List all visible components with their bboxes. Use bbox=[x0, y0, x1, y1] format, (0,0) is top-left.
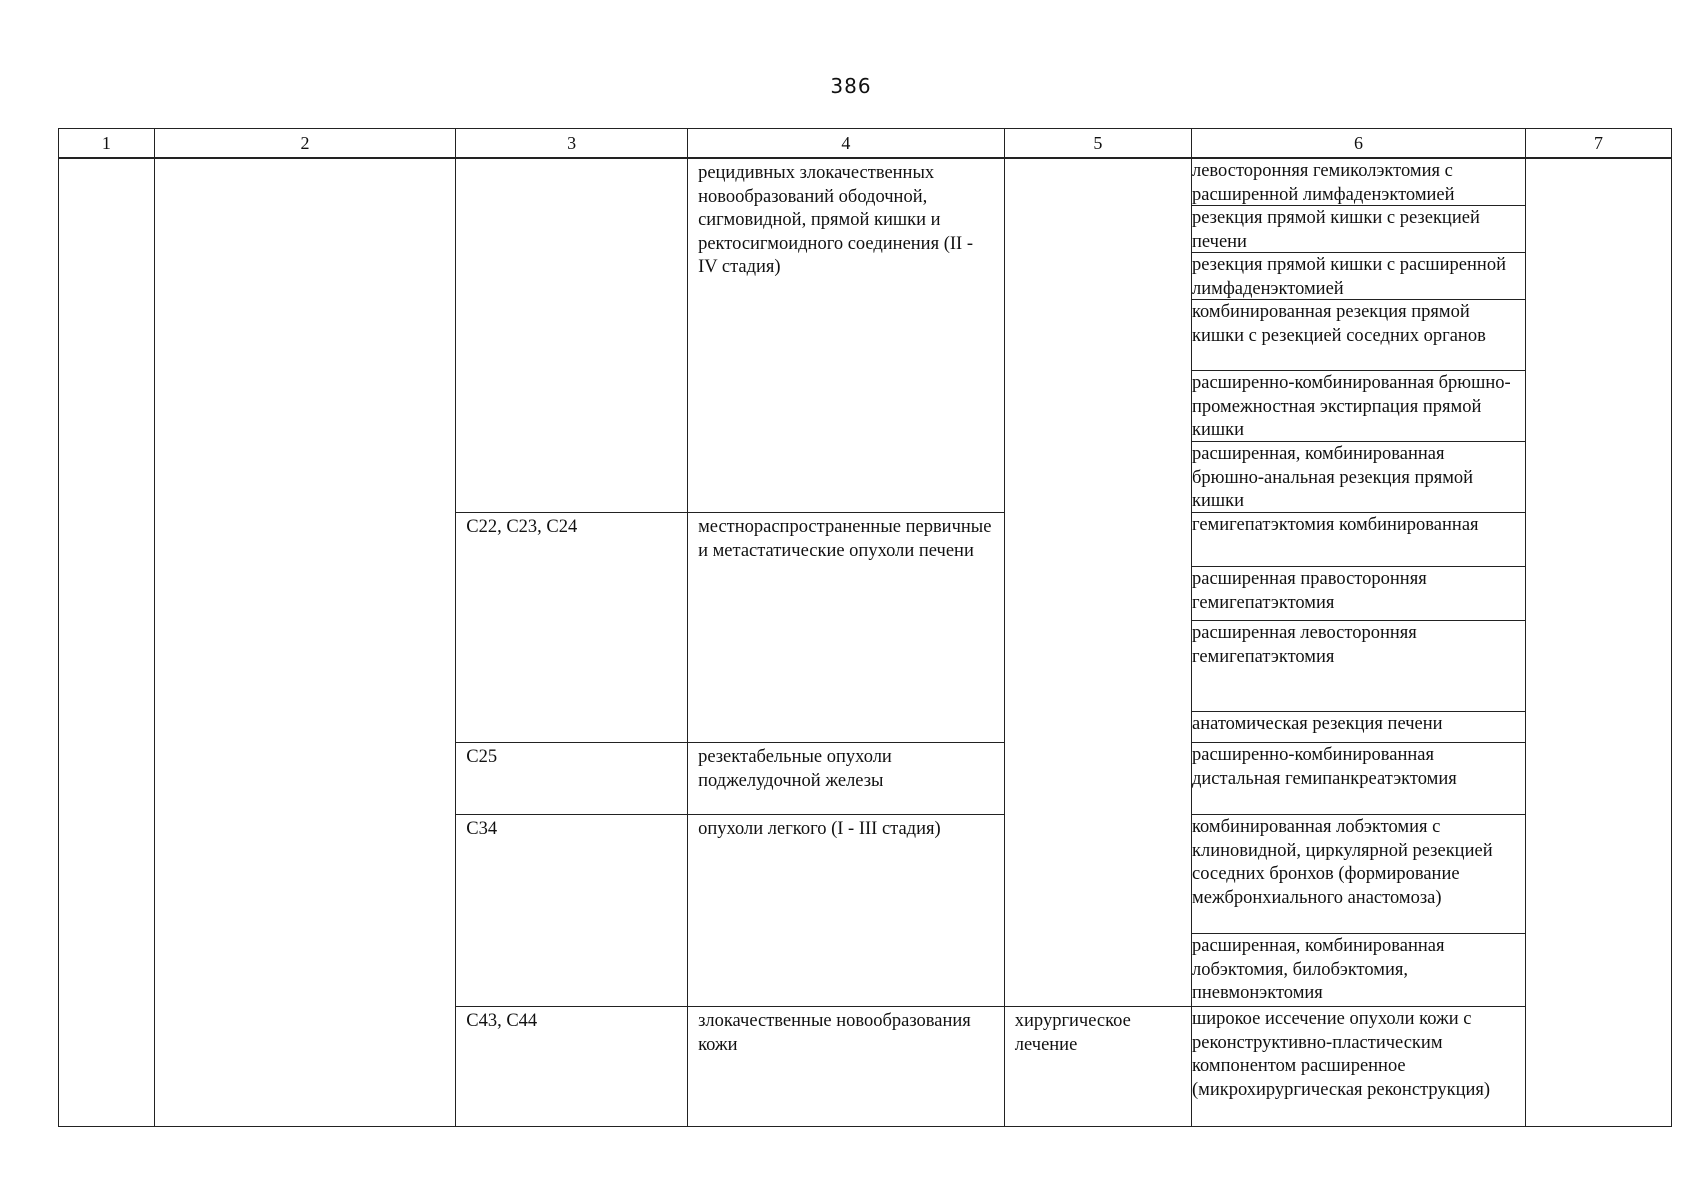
procedures-cell bbox=[1191, 513, 1525, 743]
column-header: 5 bbox=[1004, 129, 1191, 159]
col7-cell bbox=[1526, 158, 1672, 1127]
procedures-cell bbox=[1191, 1007, 1525, 1127]
column-header: 3 bbox=[456, 129, 688, 159]
codes-cell: C25 bbox=[456, 743, 688, 815]
diagnosis-cell: рецидивных злокачественных новообразований ободочной, сигмовидной, прямой кишки и ректосигмоидного соединения (II - IV стадия) bbox=[688, 158, 1005, 513]
column-header: 1 bbox=[59, 129, 155, 159]
column-header: 7 bbox=[1526, 129, 1672, 159]
column-header: 6 bbox=[1191, 129, 1525, 159]
diagnosis-cell: резектабельные опухоли поджелудочной железы bbox=[688, 743, 1005, 815]
procedure-item: расширенно-комбинированная брюшно-промежностная экстирпация прямой кишки bbox=[1192, 371, 1525, 442]
procedure-item: гемигепатэктомия комбинированная bbox=[1192, 513, 1525, 567]
diagnosis-cell: опухоли легкого (I - III стадия) bbox=[688, 815, 1005, 1007]
column-header: 4 bbox=[688, 129, 1005, 159]
medical-procedures-table bbox=[58, 128, 1672, 1127]
column-header: 2 bbox=[154, 129, 455, 159]
procedure-item: расширенно-комбинированная дистальная гемипанкреатэктомия bbox=[1191, 745, 1457, 789]
codes-cell: C22, C23, C24 bbox=[456, 513, 688, 743]
procedure-item: анатомическая резекция печени bbox=[1191, 714, 1443, 734]
codes-cell bbox=[456, 158, 688, 513]
procedure-item: расширенная левосторонняя гемигепатэктомия bbox=[1192, 621, 1525, 712]
diagnosis-cell: злокачественные новообразования кожи bbox=[688, 1007, 1005, 1127]
codes-cell: C34 bbox=[456, 815, 688, 1007]
column-number-row bbox=[59, 129, 1672, 159]
codes-cell: C43, C44 bbox=[456, 1007, 688, 1127]
procedure-item: левосторонняя гемиколэктомия с расширенной лимфаденэктомией bbox=[1192, 159, 1525, 206]
table-row bbox=[59, 158, 1672, 513]
procedure-item: комбинированная резекция прямой кишки с резекцией соседних органов bbox=[1192, 300, 1525, 371]
procedure-item: расширенная, комбинированная брюшно-анальная резекция прямой кишки bbox=[1191, 444, 1474, 511]
diagnosis-cell: местнораспространенные первичные и метастатические опухоли печени bbox=[688, 513, 1005, 743]
procedure-item: расширенная, комбинированная лобэктомия, билобэктомия, пневмонэктомия bbox=[1191, 936, 1445, 1003]
treatment-cell: хирургическое лечение bbox=[1004, 1007, 1191, 1127]
procedure-item: резекция прямой кишки с расширенной лимфаденэктомией bbox=[1192, 253, 1525, 300]
col1-cell bbox=[59, 158, 155, 1127]
procedures-cell bbox=[1191, 743, 1525, 815]
treatment-cell bbox=[1004, 158, 1191, 1007]
procedure-item: комбинированная лобэктомия с клиновидной, циркулярной резекцией соседних бронхов (формирование межбронхиального анастомоза) bbox=[1192, 815, 1525, 934]
procedures-cell bbox=[1191, 815, 1525, 1007]
procedure-item: резекция прямой кишки с резекцией печени bbox=[1192, 206, 1525, 253]
col2-cell bbox=[154, 158, 455, 1127]
page-number: 386 bbox=[830, 74, 872, 98]
procedure-item: широкое иссечение опухоли кожи с реконструктивно-пластическим компонентом расширенное (микрохирургическая реконструкция) bbox=[1191, 1009, 1491, 1100]
procedures-cell bbox=[1191, 158, 1525, 513]
procedure-item: расширенная правосторонняя гемигепатэктомия bbox=[1192, 567, 1525, 621]
